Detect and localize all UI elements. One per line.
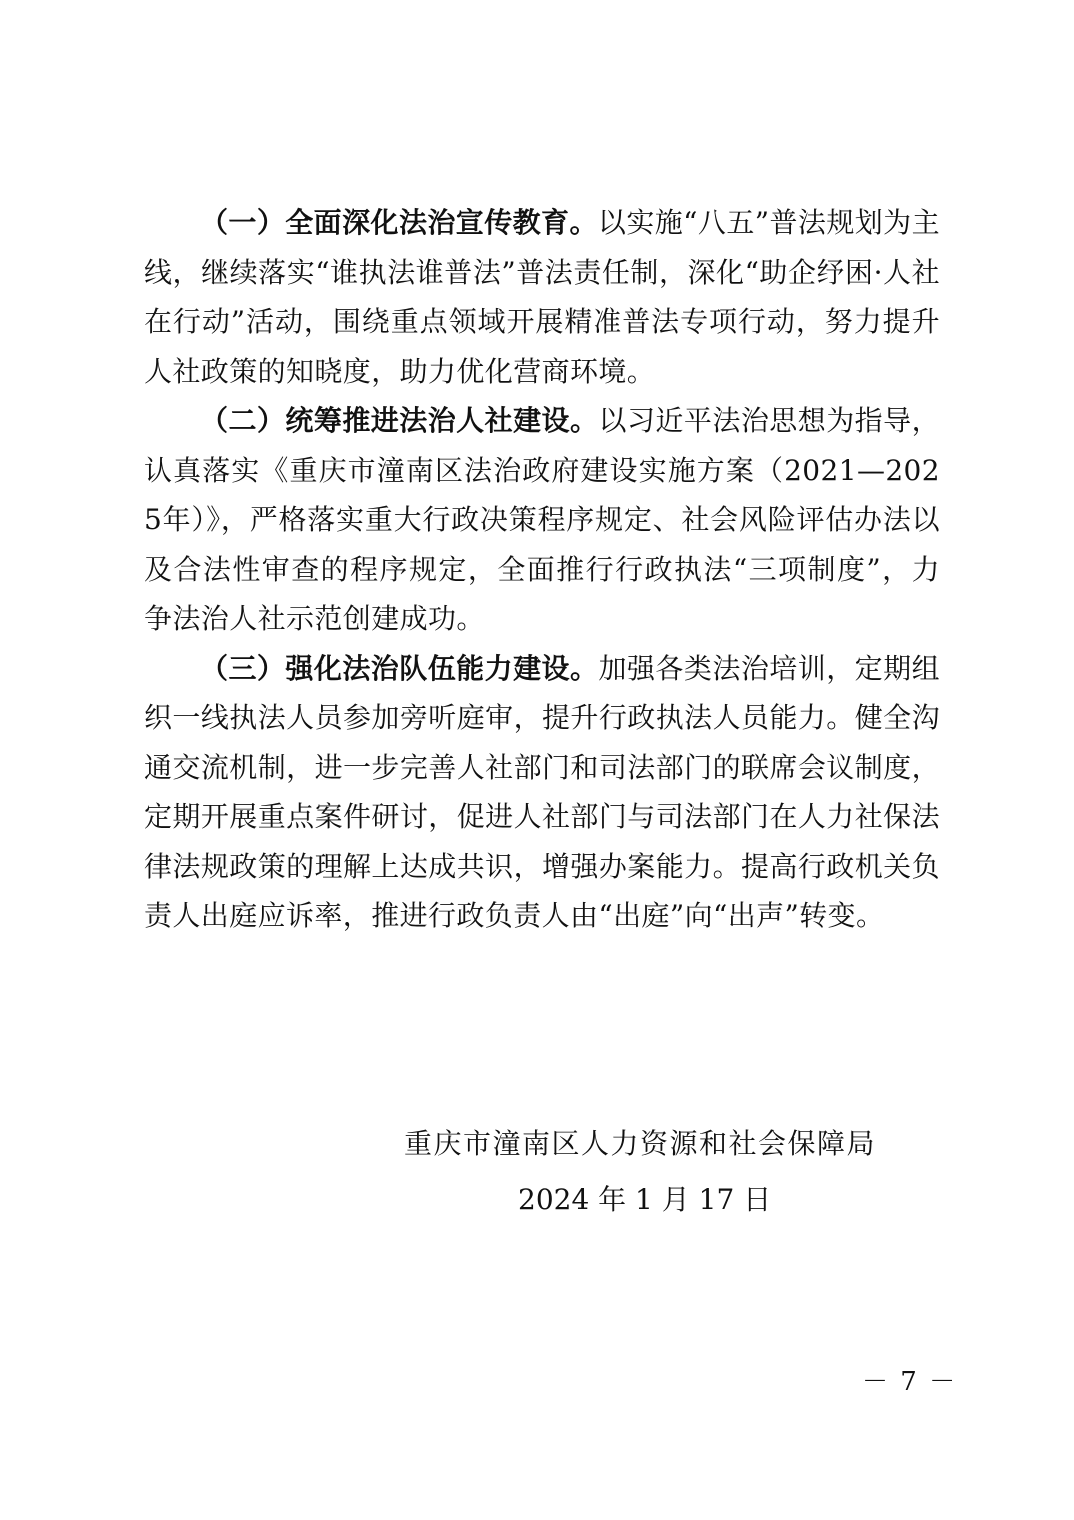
section-2-paragraph (144, 396, 940, 644)
section-3-body: 加强各类法治培训，定期组织一线执法人员参加旁听庭审，提升行政执法人员能力。健全沟通交流机制，进一步完善人社部门和司法部门的联席会议制度，定期开展重点案件研讨，促进人社部门与司法部门在人力社保法律法规政策的理解上达成共识，增强办案能力。提高行政机关负责人出庭应诉率，推进行政负责人由“出庭”向“出声”转变。 (144, 651, 940, 932)
document-body (144, 198, 940, 941)
section-1-body: 以实施“八五”普法规划为主线，继续落实“谁执法谁普法”普法责任制，深化“助企纾困·人社在行动”活动，围绕重点领域开展精准普法专项行动，努力提升人社政策的知晓度，助力优化营商环境。 (144, 206, 940, 388)
section-2-body: 以习近平法治思想为指导，认真落实《重庆市潼南区法治政府建设实施方案（2021—2025年）》，严格落实重大行政决策程序规定、社会风险评估办法以及合法性审查的程序规定，全面推行行政执法“三项制度”，力争法治人社示范创建成功。 (144, 404, 940, 635)
section-3-paragraph (144, 644, 940, 941)
signature-date: 2024 年 1 月 17 日 (518, 1183, 772, 1216)
section-1-paragraph (144, 198, 940, 396)
page-number: － 7 － (862, 1367, 958, 1397)
section-1-heading: （一）全面深化法治宣传教育。 (200, 206, 598, 239)
section-3-heading: （三）强化法治队伍能力建设。 (200, 651, 599, 685)
signature-organization: 重庆市潼南区人力资源和社会保障局 (404, 1127, 877, 1160)
section-2-heading: （二）统筹推进法治人社建设。 (200, 404, 599, 437)
